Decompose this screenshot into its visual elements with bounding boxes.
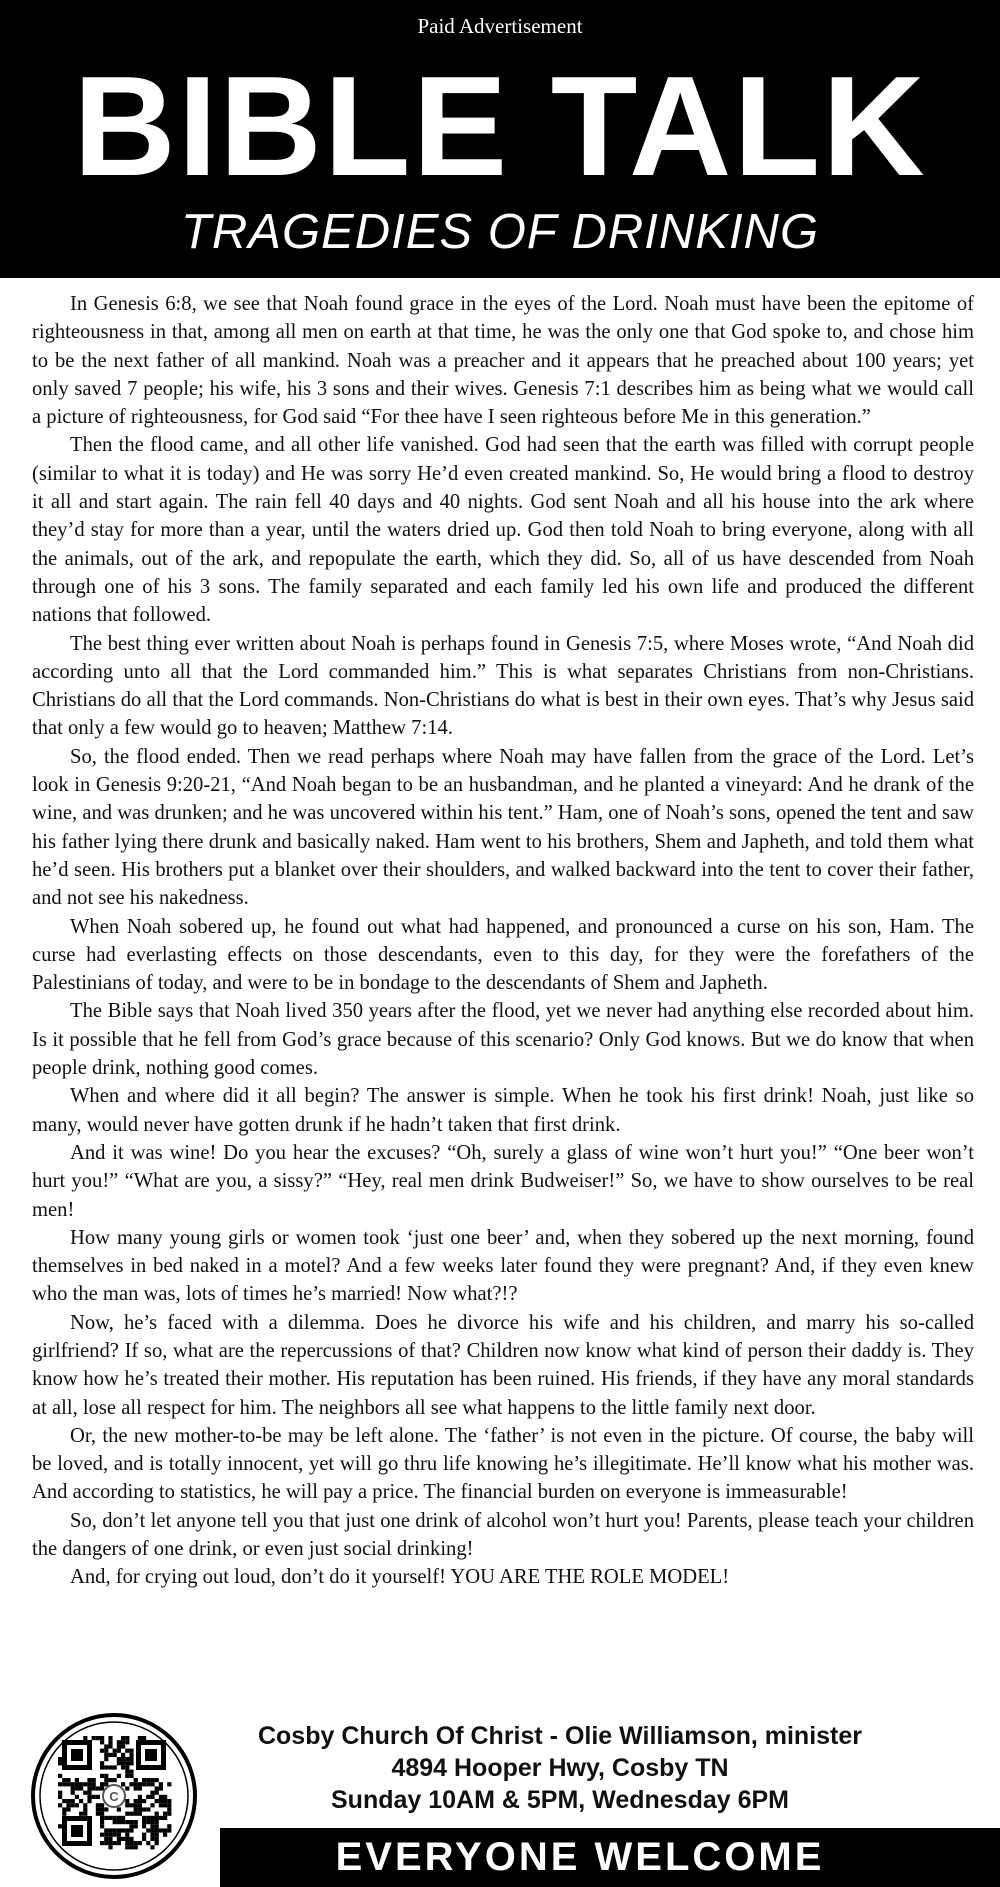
- qr-module: [150, 1833, 154, 1837]
- qr-module: [66, 1799, 70, 1803]
- qr-module: [100, 1761, 104, 1765]
- qr-module: [134, 1782, 138, 1786]
- qr-module: [129, 1828, 133, 1832]
- qr-module: [159, 1803, 163, 1807]
- qr-module: [125, 1770, 129, 1774]
- qr-module: [117, 1774, 121, 1778]
- qr-module: [129, 1841, 133, 1845]
- qr-center-letter: C: [109, 1789, 119, 1804]
- qr-module: [100, 1807, 104, 1811]
- qr-module: [92, 1736, 96, 1740]
- qr-module: [125, 1749, 129, 1753]
- service-times-line: Sunday 10AM & 5PM, Wednesday 6PM: [331, 1786, 789, 1814]
- qr-module: [125, 1803, 129, 1807]
- qr-module: [129, 1749, 133, 1753]
- qr-module: [87, 1795, 91, 1799]
- qr-module: [150, 1828, 154, 1832]
- qr-module: [125, 1757, 129, 1761]
- qr-module: [121, 1761, 125, 1765]
- qr-module: [104, 1841, 108, 1845]
- qr-module: [155, 1799, 159, 1803]
- qr-module: [138, 1807, 142, 1811]
- qr-module: [108, 1740, 112, 1744]
- qr-module: [155, 1791, 159, 1795]
- qr-module: [104, 1828, 108, 1832]
- qr-module: [125, 1799, 129, 1803]
- qr-module: [129, 1820, 133, 1824]
- qr-module: [146, 1828, 150, 1832]
- qr-module: [96, 1803, 100, 1807]
- qr-module: [129, 1757, 133, 1761]
- article-paragraph: The Bible says that Noah lived 350 years after the flood, yet we never had anything else recorded about him. Is it possible that he fell from God’s grace because of this scenario? Only God knows. But we do know that when people drink, nothing good comes.: [32, 1000, 974, 1080]
- qr-module: [146, 1816, 150, 1820]
- qr-module: [125, 1736, 129, 1740]
- qr-module: [155, 1824, 159, 1828]
- qr-module: [108, 1837, 112, 1841]
- qr-module: [129, 1770, 133, 1774]
- qr-module: [134, 1799, 138, 1803]
- qr-module: [138, 1799, 142, 1803]
- article-paragraph: So, don’t let anyone tell you that just one drink of alcohol won’t hurt you! Parents, please teach your children the dangers of one drink, or even just social drinking!: [32, 1509, 974, 1561]
- qr-module: [87, 1782, 91, 1786]
- qr-module: [125, 1833, 129, 1837]
- qr-module: [92, 1778, 96, 1782]
- qr-module: [108, 1845, 112, 1849]
- article-paragraph: In Genesis 6:8, we see that Noah found grace in the eyes of the Lord. Noah must have been the epitome of righteousness in that, among all men on earth at that time, he was the only one that God spoke to, and chose him to be the next father of all mankind. Noah was a preacher and it appears that he preached about 100 years; yet only saved 7 people; his wife, his 3 sons and their wives. Genesis 7:1 describes him as being what we would call a picture of righteousness, for God said “For thee have I seen righteous before Me in this generation.”: [32, 293, 974, 429]
- qr-module: [138, 1803, 142, 1807]
- qr-module: [117, 1837, 121, 1841]
- qr-module: [134, 1778, 138, 1782]
- qr-module: [163, 1795, 167, 1799]
- qr-module: [121, 1816, 125, 1820]
- qr-module: [108, 1833, 112, 1837]
- qr-module: [92, 1782, 96, 1786]
- qr-module: [129, 1761, 133, 1765]
- qr-module: [75, 1786, 79, 1790]
- qr-module: [155, 1841, 159, 1845]
- qr-module: [159, 1828, 163, 1832]
- article-paragraph: The best thing ever written about Noah is perhaps found in Genesis 7:5, where Moses wrote, “And Noah did according unto all that the Lord commanded him.” This is what separates Christians from non-Christians. Christians do all that the Lord commands. Non-Christians do what is best in their own eyes. That’s why Jesus said that only a few would go to heaven; Matthew 7:14.: [32, 632, 974, 740]
- qr-module: [75, 1782, 79, 1786]
- qr-module: [117, 1828, 121, 1832]
- qr-module: [125, 1820, 129, 1824]
- qr-module: [125, 1828, 129, 1832]
- qr-module: [134, 1845, 138, 1849]
- qr-module: [100, 1786, 104, 1790]
- qr-module: [121, 1744, 125, 1748]
- qr-module: [58, 1761, 62, 1765]
- qr-module: [113, 1749, 117, 1753]
- qr-module: [155, 1812, 159, 1816]
- qr-module: [58, 1795, 62, 1799]
- qr-module: [75, 1803, 79, 1807]
- qr-module: [167, 1799, 171, 1803]
- qr-module: [108, 1828, 112, 1832]
- qr-module: [117, 1757, 121, 1761]
- qr-module: [159, 1782, 163, 1786]
- qr-module: [155, 1828, 159, 1832]
- qr-module: [155, 1837, 159, 1841]
- qr-module: [113, 1816, 117, 1820]
- qr-finder-bottom-left: [62, 1816, 92, 1846]
- qr-module: [167, 1812, 171, 1816]
- qr-module: [146, 1778, 150, 1782]
- qr-module: [142, 1799, 146, 1803]
- qr-module: [142, 1807, 146, 1811]
- qr-module: [79, 1782, 83, 1786]
- qr-module: [71, 1786, 75, 1790]
- qr-module: [100, 1824, 104, 1828]
- paid-advertisement-label: Paid Advertisement: [417, 14, 583, 38]
- qr-module: [134, 1786, 138, 1790]
- article-paragraph: Now, he’s faced with a dilemma. Does he divorce his wife and his children, and marry his so-called girlfriend? If so, what are the repercussions of that? Children now know what kind of person their daddy is. They know how he’s treated their mother. His reputation has been ruined. His friends, if they have any moral standards at all, lose all respect for him. The neighbors all see what happens to the little family next door.: [32, 1311, 974, 1419]
- qr-module: [83, 1803, 87, 1807]
- qr-module: [142, 1820, 146, 1824]
- qr-module: [113, 1828, 117, 1832]
- qr-module: [117, 1807, 121, 1811]
- qr-module: [113, 1765, 117, 1769]
- qr-module: [159, 1795, 163, 1799]
- qr-module: [134, 1820, 138, 1824]
- article-paragraph: Then the flood came, and all other life vanished. God had seen that the earth was filled with corrupt people (similar to what it is today) and He was sorry He’d even created mankind. So, He would bring a flood to destroy it all and start again. The rain fell 40 days and 40 nights. God sent Noah and all his house into the ark where they’d stay for more than a year, until the waters dried up. God then told Noah to bring everyone, along with all the animals, out of the ark, and repopulate the earth, which they did. So, all of us have descended from Noah through one of his 3 sons. The family separated and each family led his own life and produced the different nations that followed.: [32, 434, 974, 627]
- qr-module: [108, 1841, 112, 1845]
- qr-module: [75, 1778, 79, 1782]
- qr-module: [113, 1841, 117, 1845]
- qr-module: [142, 1782, 146, 1786]
- article-paragraph: And, for crying out loud, don’t do it yourself! YOU ARE THE ROLE MODEL!: [70, 1566, 730, 1589]
- qr-module: [142, 1837, 146, 1841]
- qr-module: [155, 1833, 159, 1837]
- qr-module: [117, 1833, 121, 1837]
- qr-module: [155, 1820, 159, 1824]
- qr-module: [66, 1807, 70, 1811]
- qr-module: [129, 1782, 133, 1786]
- everyone-welcome-banner: EVERYONE WELCOME: [335, 1835, 825, 1879]
- qr-module: [92, 1795, 96, 1799]
- qr-module: [108, 1753, 112, 1757]
- qr-module: [142, 1833, 146, 1837]
- qr-module: [100, 1841, 104, 1845]
- qr-module: [121, 1757, 125, 1761]
- qr-module: [87, 1799, 91, 1803]
- qr-module: [155, 1786, 159, 1790]
- qr-module: [146, 1820, 150, 1824]
- qr-module: [129, 1824, 133, 1828]
- qr-module: [66, 1782, 70, 1786]
- qr-module: [58, 1774, 62, 1778]
- qr-module: [150, 1820, 154, 1824]
- qr-module: [100, 1820, 104, 1824]
- qr-module: [138, 1841, 142, 1845]
- qr-module: [108, 1744, 112, 1748]
- qr-module: [150, 1778, 154, 1782]
- qr-module: [71, 1791, 75, 1795]
- article-paragraph: When and where did it all begin? The answer is simple. When he took his first drink! Noah, just like so many, would never have gotten drunk if he hadn’t taken that first drink.: [32, 1085, 974, 1136]
- qr-module: [129, 1803, 133, 1807]
- qr-module: [71, 1782, 75, 1786]
- qr-module: [167, 1824, 171, 1828]
- qr-module: [83, 1782, 87, 1786]
- qr-module: [87, 1786, 91, 1790]
- qr-module: [121, 1736, 125, 1740]
- qr-module: [58, 1824, 62, 1828]
- qr-module: [125, 1786, 129, 1790]
- qr-module: [100, 1736, 104, 1740]
- qr-module: [167, 1828, 171, 1832]
- qr-module: [138, 1782, 142, 1786]
- qr-module: [62, 1778, 66, 1782]
- qr-module: [146, 1841, 150, 1845]
- qr-module: [134, 1841, 138, 1845]
- qr-module: [79, 1799, 83, 1803]
- qr-module: [62, 1807, 66, 1811]
- qr-module: [129, 1812, 133, 1816]
- qr-module: [62, 1782, 66, 1786]
- article-paragraph: Or, the new mother-to-be may be left alone. The ‘father’ is not even in the picture. Of course, the baby will be loved, and is totally innocent, yet will go thru life knowing he’s illegitimate. He’ll know what his mother was. And according to statistics, he will pay a price. The financial burden on everyone is immeasurable!: [32, 1424, 974, 1504]
- church-name-line: Cosby Church Of Christ - Olie Williamson, minister: [257, 1722, 863, 1750]
- qr-module: [83, 1812, 87, 1816]
- qr-module: [83, 1791, 87, 1795]
- qr-module: [104, 1837, 108, 1841]
- qr-module: [100, 1749, 104, 1753]
- qr-module: [58, 1757, 62, 1761]
- qr-module: [100, 1816, 104, 1820]
- qr-module: [87, 1778, 91, 1782]
- qr-module: [66, 1778, 70, 1782]
- qr-module: [134, 1824, 138, 1828]
- qr-module: [121, 1765, 125, 1769]
- qr-module: [62, 1812, 66, 1816]
- qr-module: [83, 1807, 87, 1811]
- qr-module: [138, 1812, 142, 1816]
- qr-module: [150, 1816, 154, 1820]
- qr-module: [138, 1795, 142, 1799]
- qr-module: [142, 1736, 146, 1740]
- qr-finder-top-right: [136, 1740, 166, 1770]
- qr-module: [108, 1765, 112, 1769]
- qr-module: [104, 1816, 108, 1820]
- qr-module: [117, 1740, 121, 1744]
- qr-module: [79, 1812, 83, 1816]
- qr-module: [58, 1791, 62, 1795]
- qr-module: [121, 1820, 125, 1824]
- qr-module: [96, 1795, 100, 1799]
- qr-module: [104, 1757, 108, 1761]
- qr-module: [100, 1812, 104, 1816]
- article-paragraph: And it was wine! Do you hear the excuses? “Oh, surely a glass of wine won’t hurt you!” “One beer won’t hurt you!” “What are you, a sissy?” “Hey, real men drink Budweiser!” So, we have to show ourselves to be real men!: [32, 1141, 974, 1221]
- qr-module: [138, 1736, 142, 1740]
- qr-module: [96, 1736, 100, 1740]
- qr-module: [150, 1824, 154, 1828]
- qr-module: [150, 1803, 154, 1807]
- qr-module: [100, 1765, 104, 1769]
- qr-module: [159, 1799, 163, 1803]
- qr-module: [146, 1782, 150, 1786]
- qr-module: [100, 1782, 104, 1786]
- qr-module: [167, 1807, 171, 1811]
- church-address-line: 4894 Hooper Hwy, Cosby TN: [391, 1754, 729, 1782]
- qr-module: [125, 1841, 129, 1845]
- article-paragraph: How many young girls or women took ‘just one beer’ and, when they sobered up the next morning, found themselves in bed naked in a motel? And a few weeks later found they were pregnant? And, if they even knew who the man was, lots of times he’s married! Now what?!?: [32, 1226, 974, 1306]
- qr-module: [125, 1774, 129, 1778]
- qr-module: [125, 1740, 129, 1744]
- qr-module: [58, 1782, 62, 1786]
- page-title: BIBLE TALK: [73, 47, 927, 206]
- qr-module: [150, 1795, 154, 1799]
- qr-module: [113, 1753, 117, 1757]
- qr-module: [104, 1744, 108, 1748]
- qr-module: [108, 1736, 112, 1740]
- qr-module: [121, 1753, 125, 1757]
- qr-module: [121, 1837, 125, 1841]
- qr-module: [79, 1786, 83, 1790]
- qr-module: [113, 1820, 117, 1824]
- qr-module: [167, 1782, 171, 1786]
- qr-module: [163, 1833, 167, 1837]
- qr-module: [142, 1778, 146, 1782]
- qr-module: [142, 1824, 146, 1828]
- qr-module: [117, 1820, 121, 1824]
- qr-module: [75, 1795, 79, 1799]
- qr-module: [83, 1736, 87, 1740]
- qr-module: [71, 1799, 75, 1803]
- qr-module: [117, 1761, 121, 1765]
- qr-module: [96, 1807, 100, 1811]
- qr-module: [117, 1744, 121, 1748]
- qr-module: [134, 1807, 138, 1811]
- qr-module: [62, 1799, 66, 1803]
- qr-module: [104, 1765, 108, 1769]
- qr-module: [100, 1740, 104, 1744]
- qr-module: [150, 1782, 154, 1786]
- qr-module: [146, 1807, 150, 1811]
- qr-module: [125, 1812, 129, 1816]
- qr-module: [121, 1740, 125, 1744]
- qr-module: [113, 1778, 117, 1782]
- qr-module: [150, 1845, 154, 1849]
- qr-module: [66, 1803, 70, 1807]
- qr-module: [100, 1803, 104, 1807]
- qr-module: [142, 1816, 146, 1820]
- article-body: [32, 290, 974, 1592]
- qr-module: [125, 1837, 129, 1841]
- qr-module: [121, 1828, 125, 1832]
- article-paragraph: When Noah sobered up, he found out what had happened, and pronounced a curse on his son, Ham. The curse had everlasting effects on those descendants, even to this day, for they were the forefathers of the Palestinians of today, and were to be in bondage to the descendants of Shem and Japheth.: [32, 915, 974, 995]
- qr-module: [125, 1845, 129, 1849]
- qr-module: [104, 1807, 108, 1811]
- qr-module: [58, 1803, 62, 1807]
- qr-module: [155, 1816, 159, 1820]
- qr-module: [134, 1803, 138, 1807]
- qr-module: [100, 1833, 104, 1837]
- qr-module: [96, 1812, 100, 1816]
- qr-finder-top-left: [62, 1740, 92, 1770]
- qr-code-icon[interactable]: [30, 1712, 198, 1880]
- qr-module: [150, 1791, 154, 1795]
- qr-module: [155, 1778, 159, 1782]
- qr-module: [159, 1786, 163, 1790]
- qr-module: [129, 1774, 133, 1778]
- qr-module: [104, 1749, 108, 1753]
- qr-module: [121, 1782, 125, 1786]
- qr-module: [163, 1803, 167, 1807]
- qr-module: [129, 1845, 133, 1849]
- qr-module: [104, 1774, 108, 1778]
- page-subtitle: TRAGEDIES OF DRINKING: [180, 205, 820, 259]
- qr-module: [129, 1753, 133, 1757]
- qr-module: [104, 1833, 108, 1837]
- qr-module: [108, 1778, 112, 1782]
- qr-module: [117, 1816, 121, 1820]
- qr-module: [163, 1816, 167, 1820]
- qr-module: [163, 1828, 167, 1832]
- qr-module: [87, 1791, 91, 1795]
- qr-module: [159, 1816, 163, 1820]
- qr-module: [125, 1765, 129, 1769]
- article-paragraph: So, the flood ended. Then we read perhaps where Noah may have fallen from the grace of the Lord. Let’s look in Genesis 9:20-21, “And Noah began to be an husbandman, and he planted a vineyard: And he drank of the wine, and was drunken; and he was uncovered within his tent.” Ham, one of Noah’s sons, opened the tent and saw his father lying there drunk and basically naked. Ham went to his brothers, Shem and Japheth, and told them what he’d seen. His brothers put a blanket over their shoulders, and walked backward into the tent to cover their father, and not see his nakedness.: [32, 745, 974, 910]
- qr-module: [104, 1778, 108, 1782]
- qr-module: [96, 1786, 100, 1790]
- qr-module: [146, 1795, 150, 1799]
- qr-module: [125, 1761, 129, 1765]
- qr-module: [108, 1816, 112, 1820]
- qr-module: [92, 1786, 96, 1790]
- qr-module: [129, 1837, 133, 1841]
- qr-module: [138, 1786, 142, 1790]
- qr-module: [167, 1803, 171, 1807]
- qr-module: [134, 1812, 138, 1816]
- qr-module: [163, 1799, 167, 1803]
- ad-header: [0, 0, 1000, 278]
- qr-module: [163, 1812, 167, 1816]
- qr-module: [117, 1841, 121, 1845]
- church-info: [230, 1720, 890, 1816]
- qr-module: [100, 1774, 104, 1778]
- qr-module: [113, 1833, 117, 1837]
- qr-module: [117, 1749, 121, 1753]
- qr-module: [150, 1837, 154, 1841]
- qr-module: [71, 1803, 75, 1807]
- qr-module: [104, 1753, 108, 1757]
